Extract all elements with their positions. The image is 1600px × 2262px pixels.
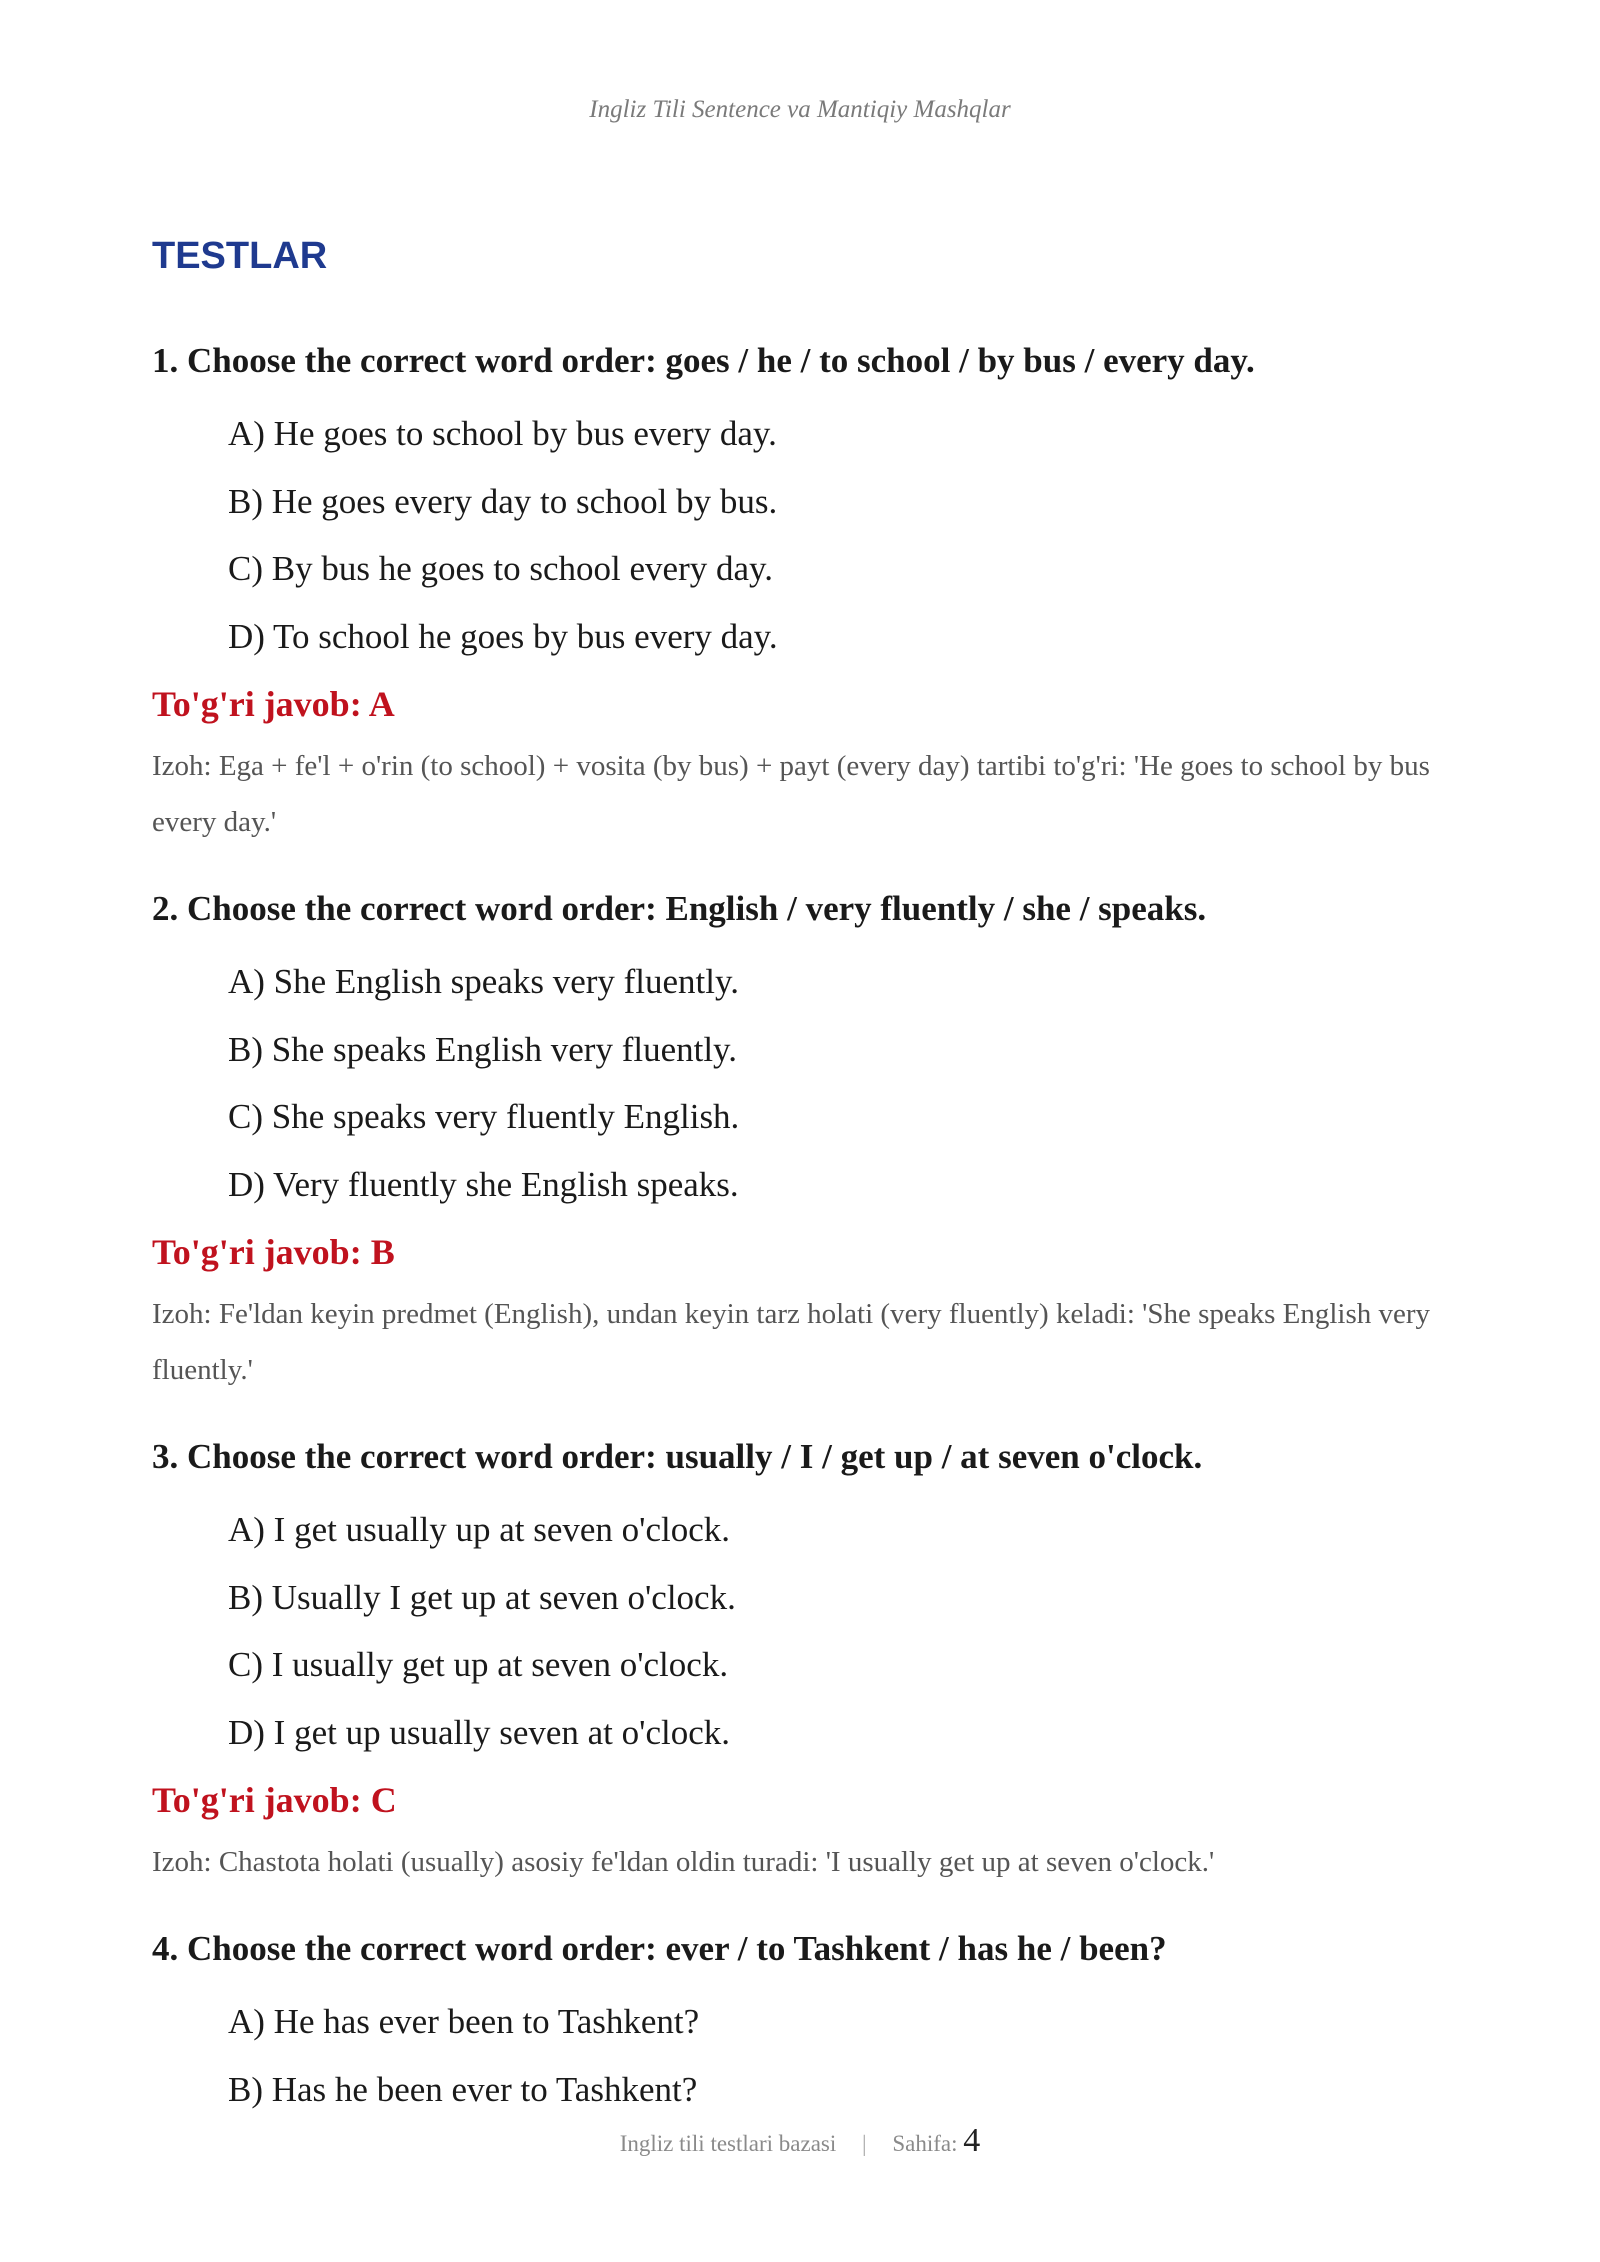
question-1 — [152, 336, 1452, 850]
option-c: C) I usually get up at seven o'clock. — [228, 1645, 729, 1684]
footer-label: Ingliz tili testlari bazasi — [619, 2131, 837, 2156]
option-d: D) To school he goes by bus every day. — [228, 616, 778, 656]
correct-answer: To'g'ri javob: B — [152, 1232, 395, 1272]
correct-answer: To'g'ri javob: A — [152, 684, 395, 724]
page-number: 4 — [963, 2122, 981, 2159]
option-a: A) He has ever been to Tashkent? — [228, 2002, 700, 2041]
question-text: 4. Choose the correct word order: ever / to Tashkent / has he / been? — [152, 1929, 1167, 1968]
option-a: A) He goes to school by bus every day. — [228, 414, 777, 453]
question-text: 2. Choose the correct word order: English / very fluently / she / speaks. — [152, 889, 1207, 928]
option-b: B) He goes every day to school by bus. — [228, 481, 778, 521]
page-footer — [0, 2122, 1600, 2160]
option-a: A) She English speaks very fluently. — [228, 962, 739, 1001]
correct-answer: To'g'ri javob: C — [152, 1780, 397, 1820]
option-b: B) Has he been ever to Tashkent? — [228, 2069, 698, 2109]
question-4 — [152, 1924, 1452, 2123]
question-text: 3. Choose the correct word order: usually / I / get up / at seven o'clock. — [152, 1437, 1203, 1476]
option-d: D) Very fluently she English speaks. — [228, 1164, 739, 1204]
option-b: B) Usually I get up at seven o'clock. — [228, 1577, 736, 1617]
option-c: C) By bus he goes to school every day. — [228, 549, 773, 588]
option-a: A) I get usually up at seven o'clock. — [228, 1510, 730, 1549]
section-title: TESTLAR — [152, 235, 328, 277]
explanation-note: Izoh: Chastota holati (usually) asosiy fe'ldan oldin turadi: 'I usually get up at seven o'clock.' — [152, 1846, 1215, 1878]
explanation-note: Izoh: Ega + fe'l + o'rin (to school) + vosita (by bus) + payt (every day) tartibi to'g'ri: 'He goes to school by bus every day.' — [152, 750, 1430, 838]
question-2 — [152, 884, 1452, 1398]
option-d: D) I get up usually seven at o'clock. — [228, 1712, 730, 1752]
question-3 — [152, 1432, 1452, 1890]
footer-separator: | — [862, 2131, 867, 2156]
page-content — [152, 228, 1452, 2157]
option-b: B) She speaks English very fluently. — [228, 1029, 738, 1069]
page-label: Sahifa: — [892, 2131, 958, 2156]
explanation-note: Izoh: Fe'ldan keyin predmet (English), undan keyin tarz holati (very fluently) keladi: 'She speaks English very fluently.' — [152, 1298, 1431, 1386]
page-header: Ingliz Tili Sentence va Mantiqiy Mashqlar — [589, 96, 1011, 123]
option-c: C) She speaks very fluently English. — [228, 1097, 740, 1136]
question-text: 1. Choose the correct word order: goes / he / to school / by bus / every day. — [152, 341, 1255, 380]
